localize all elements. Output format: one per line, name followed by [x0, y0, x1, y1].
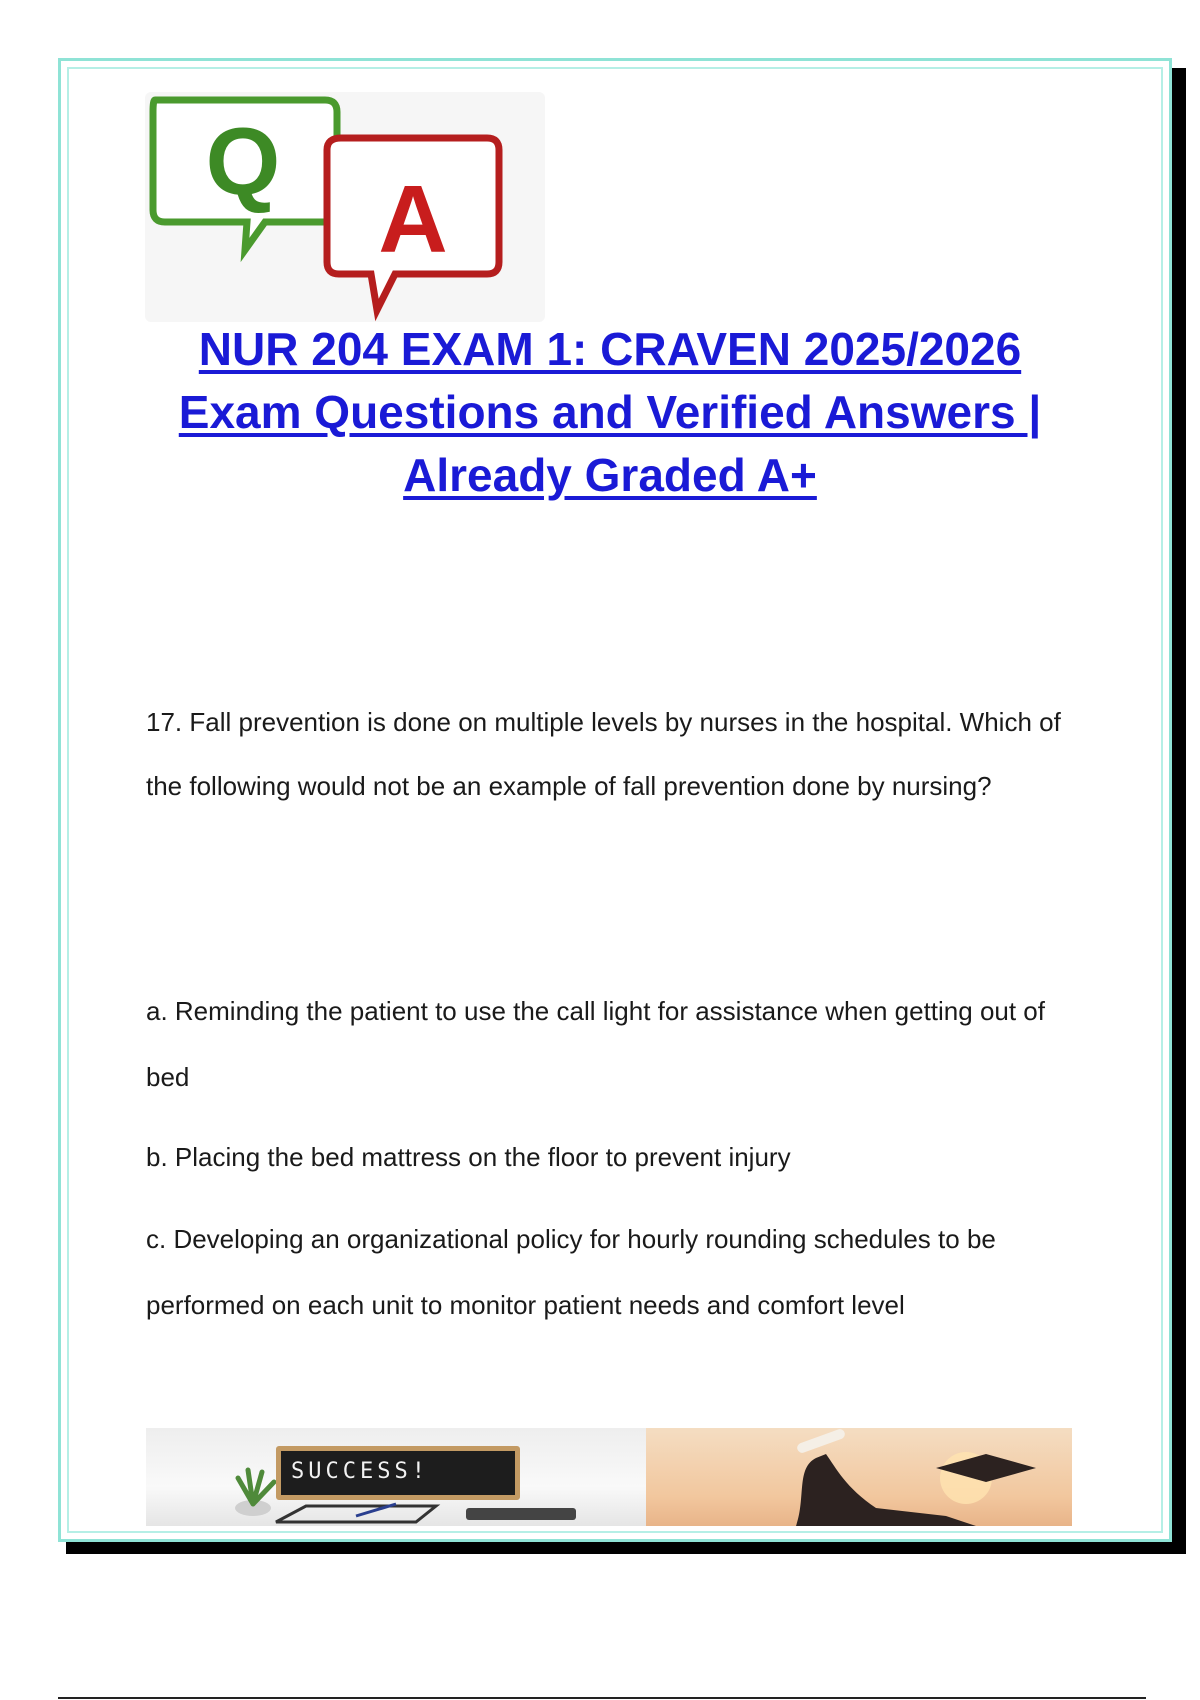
title-line-1[interactable]: NUR 204 EXAM 1: CRAVEN 2025/2026 — [198, 323, 1022, 375]
desk-items-icon — [266, 1502, 626, 1526]
footer-divider — [58, 1697, 1146, 1699]
question-text: 17. Fall prevention is done on multiple levels by nurses in the hospital. Which of the following would not be an example of fall prevention done by nursing? — [146, 707, 1061, 801]
success-chalkboard: SUCCESS! — [276, 1446, 520, 1500]
title-line-2[interactable]: Exam Questions and Verified Answers | — [178, 386, 1042, 438]
banner-graduate-photo — [646, 1428, 1072, 1526]
option-c: c. Developing an organizational policy for hourly rounding schedules to be performed on each unit to monitor patient needs and comfort level — [146, 1224, 996, 1320]
logo-letter-q: Q — [205, 108, 281, 215]
qa-speech-bubbles-icon — [145, 92, 545, 322]
option-b: b. Placing the bed mattress on the floor to prevent injury — [146, 1142, 791, 1172]
banner-desk-photo — [146, 1428, 646, 1526]
graduate-silhouette-icon — [646, 1428, 1072, 1526]
logo-letter-a: A — [378, 166, 448, 273]
success-banner-image — [146, 1428, 1072, 1526]
option-a: a. Reminding the patient to use the call light for assistance when getting out of bed — [146, 996, 1045, 1092]
document-title[interactable] — [110, 318, 1110, 507]
title-line-3[interactable]: Already Graded A+ — [403, 449, 817, 501]
qa-logo — [145, 92, 545, 322]
